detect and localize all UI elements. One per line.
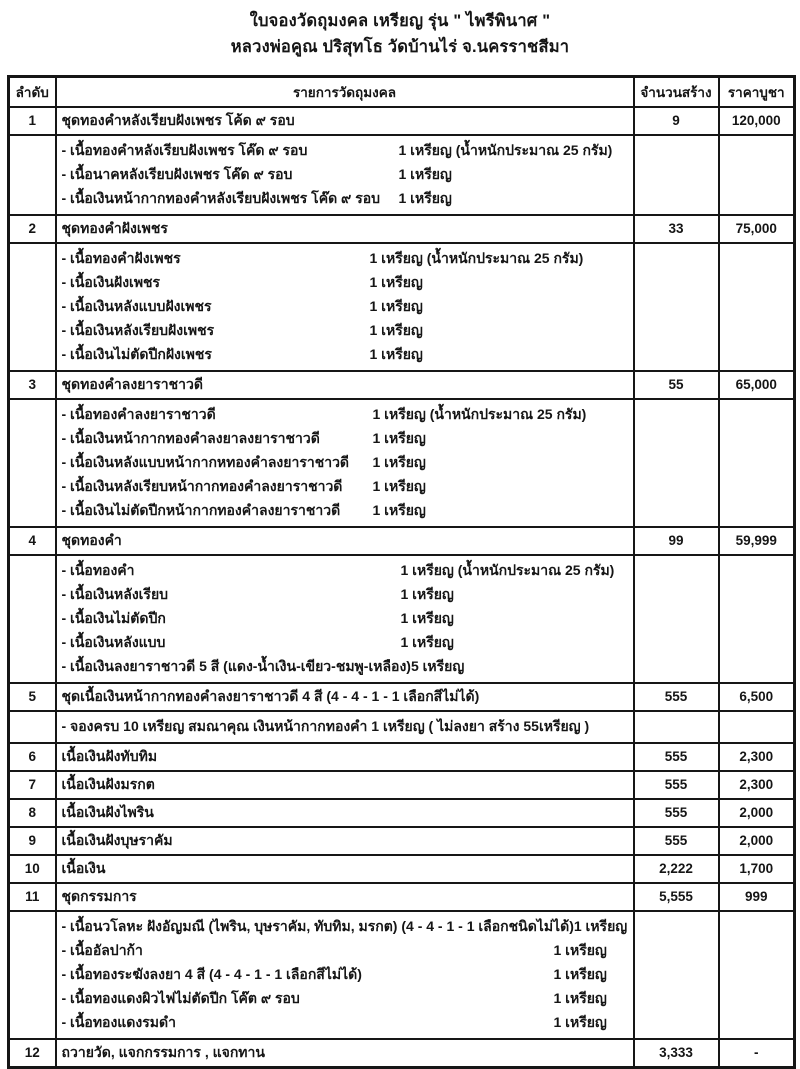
qty-cell (634, 911, 719, 1039)
price-cell: 1,700 (719, 855, 795, 883)
price-cell: - (719, 1039, 795, 1068)
sub-item-desc: - เนื้อเงินหลังแบบ (61, 633, 166, 650)
sub-item-amount: 1 เหรียญ (573, 917, 628, 934)
sub-item-desc: - เนื้อทองคำลงยาราชาวดี (61, 405, 216, 422)
sub-item-line (62, 631, 628, 655)
table-row (9, 683, 795, 711)
sub-items-cell (56, 399, 634, 527)
qty-cell (634, 135, 719, 215)
price-cell: 65,000 (719, 371, 795, 399)
sub-item-desc: - เนื้อนวโลหะ ฝังอัญมณี (ไพริน, บุษราคัม, ทับทิม, มรกต) (4 - 4 - 1 - 1 เลือกชนิดไม่ได้) (61, 917, 574, 934)
sub-item-amount: 1 เหรียญ (372, 429, 426, 446)
sub-item-block (9, 911, 795, 1039)
sub-item-desc: - เนื้อทองแดงรมดำ (61, 1013, 176, 1030)
sub-item-amount: 1 เหรียญ (372, 501, 426, 518)
sub-item-desc: - เนื้อเงินหลังเรียบฝังเพชร (61, 321, 215, 338)
price-cell: 59,999 (719, 527, 795, 555)
sub-item-line (62, 187, 628, 211)
sub-item-desc: - เนื้อนาคหลังเรียบฝังเพชร โค๊ด ๙ รอบ (61, 165, 293, 182)
sub-item-line (62, 1011, 628, 1035)
table-row (9, 743, 795, 771)
row-number-cell (9, 911, 56, 1039)
column-header-item: รายการวัดถุมงคล (56, 76, 634, 107)
header-row (9, 76, 795, 107)
sub-item-amount: 1 เหรียญ (553, 1013, 607, 1030)
row-number-cell (9, 135, 56, 215)
sub-item-desc: - เนื้อเงินหลังแบบหน้ากากหทองคำลงยาราชาวดี (61, 453, 350, 470)
qty-cell (634, 399, 719, 527)
item-cell: เนื้อเงิน (56, 855, 634, 883)
item-cell: เนื้อเงินฝังบุษราคัม (56, 827, 634, 855)
price-cell (719, 911, 795, 1039)
sub-item-desc: - เนื้อเงินไม่ตัดปีกหน้ากากทองคำลงยาราชาวดี (61, 501, 341, 518)
sub-item-line (62, 343, 628, 367)
table-row (9, 527, 795, 555)
sub-item-amount: 1 เหรียญ (553, 989, 607, 1006)
sub-items-cell (56, 243, 634, 371)
sub-item-amount: 1 เหรียญ (น้ำหนักประมาณ 25 กรัม) (372, 405, 587, 422)
item-cell: เนื้อเงินฝังไพริน (56, 799, 634, 827)
sub-item-line (62, 939, 628, 963)
column-header-qty: จำนวนสร้าง (634, 76, 719, 107)
table-row (9, 107, 795, 135)
row-number-cell: 3 (9, 371, 56, 399)
sub-item-amount: 1 เหรียญ (553, 965, 607, 982)
price-cell (719, 135, 795, 215)
price-cell (719, 399, 795, 527)
sub-item-amount: 1 เหรียญ (372, 453, 426, 470)
sub-item-amount: 1 เหรียญ (369, 297, 423, 314)
sub-item-amount: 1 เหรียญ (372, 477, 426, 494)
item-cell: ชุดทองคำ (56, 527, 634, 555)
sub-item-desc: - เนื้อเงินไม่ตัดปีกฝังเพชร (61, 345, 212, 362)
price-cell (719, 243, 795, 371)
sub-item-desc: - เนื้อเงินหน้ากากทองคำหลังเรียบฝังเพชร โค๊ด ๙ รอบ (61, 189, 381, 206)
price-cell: 75,000 (719, 215, 795, 243)
item-cell: ชุดทองคำลงยาราชาวดี (56, 371, 634, 399)
sub-item-line (62, 139, 628, 163)
sub-items-cell (56, 555, 634, 683)
sub-item-desc: - เนื้อทองระฆังลงยา 4 สี (4 - 4 - 1 - 1 เลือกสีไม่ได้) (61, 965, 362, 982)
qty-cell: 555 (634, 799, 719, 827)
sub-item-line (62, 963, 628, 987)
table-row (9, 827, 795, 855)
sub-item-block (9, 555, 795, 683)
sub-item-amount: 1 เหรียญ (369, 273, 423, 290)
sub-item-amount: 1 เหรียญ (553, 941, 607, 958)
sub-item-desc: - เนื้อทองคำหลังเรียบฝังเพชร โค๊ด ๙ รอบ (61, 141, 308, 158)
price-cell (719, 711, 795, 743)
sub-item-line (62, 915, 628, 939)
price-cell: 2,300 (719, 771, 795, 799)
sub-item-amount: 1 เหรียญ (400, 633, 454, 650)
table-row (9, 799, 795, 827)
qty-cell: 555 (634, 771, 719, 799)
item-cell: ชุดกรรมการ (56, 883, 634, 911)
sub-item-amount: 1 เหรียญ (369, 321, 423, 338)
sub-item-desc: - เนื้อเงินหลังแบบฝังเพชร (61, 297, 212, 314)
sub-item-desc: - เนื้อเงินไม่ตัดปีก (61, 609, 166, 626)
sub-item-amount: 1 เหรียญ (400, 585, 454, 602)
item-cell: ชุดเนื้อเงินหน้ากากทองคำลงยาราชาวดี 4 สี (4 - 4 - 1 - 1 เลือกสีไม่ได้) (56, 683, 634, 711)
row-number-cell (9, 555, 56, 683)
table-row (9, 1039, 795, 1068)
row-number-cell: 7 (9, 771, 56, 799)
sub-item-line (62, 475, 628, 499)
sub-item-amount: 1 เหรียญ (398, 189, 452, 206)
row-number-cell: 1 (9, 107, 56, 135)
sub-item-desc: - เนื้ออัลปาก้า (61, 941, 143, 958)
price-cell: 6,500 (719, 683, 795, 711)
sub-item-amount: 1 เหรียญ (398, 165, 452, 182)
document-title: ใบจองวัดถุมงคล เหรียญ รุ่น " ไพรีพินาศ " (249, 12, 551, 30)
sub-item-desc: - เนื้อทองคำ (61, 561, 135, 578)
price-cell: 2,300 (719, 743, 795, 771)
sub-item-desc: - เนื้อทองแดงผิวไฟไม่ตัดปีก โค๊ต ๙ รอบ (61, 989, 300, 1006)
qty-cell: 9 (634, 107, 719, 135)
sub-item-line (62, 319, 628, 343)
sub-items-cell (56, 911, 634, 1039)
order-table (7, 75, 796, 1069)
price-cell: 2,000 (719, 799, 795, 827)
row-number-cell: 2 (9, 215, 56, 243)
item-cell: ชุดทองคำหลังเรียบฝังเพชร โค้ด ๙ รอบ (56, 107, 634, 135)
row-number-cell (9, 243, 56, 371)
table-row (9, 215, 795, 243)
table-row (9, 771, 795, 799)
price-cell (719, 555, 795, 683)
row-number-cell (9, 399, 56, 527)
qty-cell (634, 555, 719, 683)
item-cell: เนื้อเงินฝังมรกต (56, 771, 634, 799)
sub-item-line (62, 295, 628, 319)
qty-cell: 2,222 (634, 855, 719, 883)
qty-cell: 555 (634, 683, 719, 711)
sub-item-line (62, 247, 628, 271)
sub-item-amount: 1 เหรียญ (น้ำหนักประมาณ 25 กรัม) (369, 249, 584, 266)
sub-item-line (62, 427, 628, 451)
qty-cell: 99 (634, 527, 719, 555)
row-number-cell: 10 (9, 855, 56, 883)
column-header-no: ลำดับ (9, 76, 56, 107)
table-row (9, 883, 795, 911)
qty-cell: 555 (634, 743, 719, 771)
item-cell: เนื้อเงินฝังทับทิม (56, 743, 634, 771)
qty-cell: 5,555 (634, 883, 719, 911)
price-cell: 120,000 (719, 107, 795, 135)
row-number-cell: 6 (9, 743, 56, 771)
document-subtitle: หลวงพ่อคูณ ปริสุทโธ วัดบ้านไร่ จ.นครราชสีมา (230, 37, 570, 56)
sub-item-line (62, 163, 628, 187)
row-number-cell: 12 (9, 1039, 56, 1068)
row-number-cell (9, 711, 56, 743)
sub-item-block (9, 135, 795, 215)
sub-item-desc: - เนื้อเงินหลังเรียบ (61, 585, 169, 602)
sub-item-amount: 1 เหรียญ (น้ำหนักประมาณ 25 กรัม) (398, 141, 613, 158)
sub-item-line (62, 559, 628, 583)
sub-item-desc: - เนื้อเงินลงยาราชาวดี 5 สี (แดง-น้ำเงิน-เขียว-ชมพู-เหลือง) (61, 657, 411, 674)
table-row (9, 855, 795, 883)
sub-item-line (62, 271, 628, 295)
row-number-cell: 5 (9, 683, 56, 711)
sub-item-line (62, 451, 628, 475)
document-page (7, 0, 793, 1069)
price-cell: 2,000 (719, 827, 795, 855)
sub-item-line (62, 403, 628, 427)
sub-item-desc: - เนื้อเงินฝังเพชร (61, 273, 161, 290)
sub-item-line (62, 655, 628, 679)
sub-item-line (62, 607, 628, 631)
item-cell: ถวายวัด, แจกกรรมการ , แจกทาน (56, 1039, 634, 1068)
sub-item-line (62, 715, 628, 739)
row-number-cell: 11 (9, 883, 56, 911)
sub-item-amount: 1 เหรียญ (400, 609, 454, 626)
sub-item-desc: - เนื้อเงินหลังเรียบหน้ากากทองคำลงยาราชาวดี (61, 477, 343, 494)
sub-items-cell (56, 135, 634, 215)
sub-item-desc: - เนื้อทองคำฝังเพชร (61, 249, 181, 266)
sub-item-block (9, 399, 795, 527)
sub-item-block (9, 711, 795, 743)
sub-item-amount: 1 เหรียญ (น้ำหนักประมาณ 25 กรัม) (400, 561, 615, 578)
sub-items-cell (56, 711, 634, 743)
qty-cell: 555 (634, 827, 719, 855)
qty-cell: 33 (634, 215, 719, 243)
sub-item-line (62, 583, 628, 607)
row-number-cell: 4 (9, 527, 56, 555)
sub-item-amount: 1 เหรียญ (369, 345, 423, 362)
column-header-price: ราคาบูชา (719, 76, 795, 107)
sub-item-desc: - เนื้อเงินหน้ากากทองคำลงยาลงยาราชาวดี (61, 429, 320, 446)
sub-item-line (62, 987, 628, 1011)
row-number-cell: 8 (9, 799, 56, 827)
qty-cell (634, 711, 719, 743)
row-number-cell: 9 (9, 827, 56, 855)
qty-cell (634, 243, 719, 371)
sub-item-line (62, 499, 628, 523)
table-row (9, 371, 795, 399)
price-cell: 999 (719, 883, 795, 911)
qty-cell: 55 (634, 371, 719, 399)
qty-cell: 3,333 (634, 1039, 719, 1068)
item-cell: ชุดทองคำฝังเพชร (56, 215, 634, 243)
sub-item-block (9, 243, 795, 371)
sub-item-desc: - จองครบ 10 เหรียญ สมณาคุณ เงินหน้ากากทองคำ 1 เหรียญ ( ไม่ลงยา สร้าง 55เหรียญ ) (61, 717, 590, 734)
sub-item-amount: 5 เหรียญ (410, 657, 465, 674)
